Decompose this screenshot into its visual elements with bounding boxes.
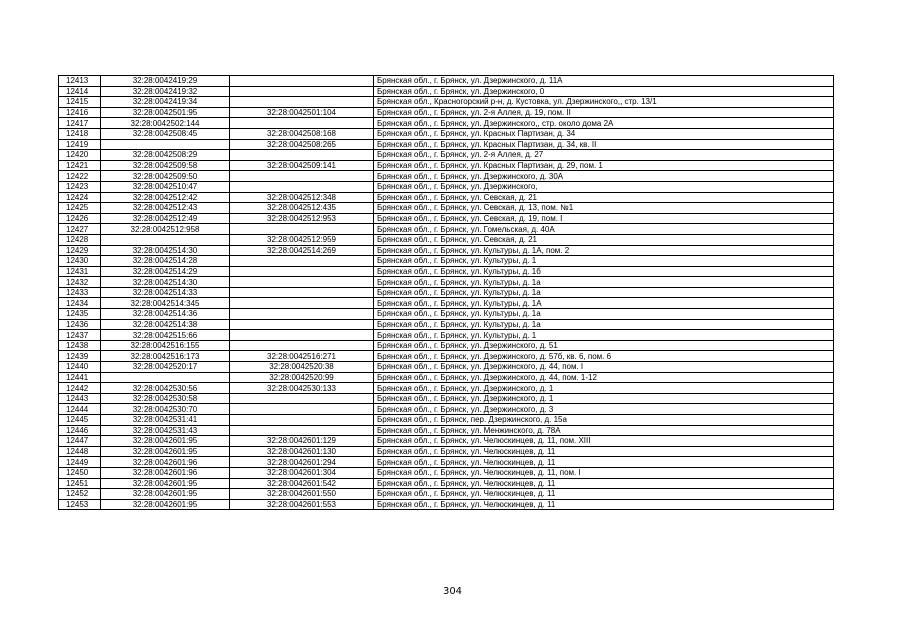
row-number-cell: 12433: [59, 287, 101, 298]
table-row: [59, 245, 834, 256]
address-cell: Брянская обл., г. Брянск, ул. Культуры, д. 1А: [374, 298, 834, 309]
row-number-cell: 12436: [59, 319, 101, 330]
secondary-cadastral-number-cell: 32:28:0042512:435: [230, 203, 374, 214]
cadastral-number-cell: [101, 139, 230, 150]
property-table: [58, 75, 834, 510]
cadastral-number-cell: 32:28:0042531:41: [101, 415, 230, 426]
secondary-cadastral-number-cell: [230, 76, 374, 87]
table-row: [59, 383, 834, 394]
table-row: [59, 393, 834, 404]
secondary-cadastral-number-cell: [230, 404, 374, 415]
secondary-cadastral-number-cell: [230, 118, 374, 129]
table-row: [59, 139, 834, 150]
address-cell: Брянская обл., г. Брянск, ул. Севская, д. 21: [374, 234, 834, 245]
row-number-cell: 12424: [59, 192, 101, 203]
cadastral-number-cell: 32:28:0042515:66: [101, 330, 230, 341]
cadastral-number-cell: 32:28:0042512:42: [101, 192, 230, 203]
row-number-cell: 12439: [59, 351, 101, 362]
row-number-cell: 12419: [59, 139, 101, 150]
cadastral-number-cell: 32:28:0042514:345: [101, 298, 230, 309]
row-number-cell: 12432: [59, 277, 101, 288]
row-number-cell: 12423: [59, 181, 101, 192]
cadastral-number-cell: 32:28:0042601:95: [101, 436, 230, 447]
secondary-cadastral-number-cell: 32:28:0042601:294: [230, 457, 374, 468]
address-cell: Брянская обл., г. Брянск, ул. Дзержинского,, стр. около дома 2А: [374, 118, 834, 129]
secondary-cadastral-number-cell: 32:28:0042514:269: [230, 245, 374, 256]
row-number-cell: 12451: [59, 478, 101, 489]
table-row: [59, 128, 834, 139]
cadastral-number-cell: 32:28:0042510:47: [101, 181, 230, 192]
table-row: [59, 362, 834, 373]
secondary-cadastral-number-cell: [230, 266, 374, 277]
table-row: [59, 298, 834, 309]
secondary-cadastral-number-cell: [230, 256, 374, 267]
cadastral-number-cell: 32:28:0042502:144: [101, 118, 230, 129]
table-row: [59, 234, 834, 245]
address-cell: Брянская обл., г. Брянск, ул. Гомельская, д. 40А: [374, 224, 834, 235]
row-number-cell: 12445: [59, 415, 101, 426]
table-row: [59, 107, 834, 118]
secondary-cadastral-number-cell: [230, 340, 374, 351]
secondary-cadastral-number-cell: [230, 97, 374, 108]
property-table-body: [59, 76, 834, 510]
row-number-cell: 12446: [59, 425, 101, 436]
address-cell: Брянская обл., г. Брянск, ул. Дзержинского, 0: [374, 86, 834, 97]
page-number: 304: [442, 586, 463, 597]
table-row: [59, 415, 834, 426]
row-number-cell: 12416: [59, 107, 101, 118]
secondary-cadastral-number-cell: 32:28:0042601:550: [230, 489, 374, 500]
address-cell: Брянская обл., г. Брянск, ул. 2-я Аллея, д. 19, пом. II: [374, 107, 834, 118]
table-row: [59, 203, 834, 214]
row-number-cell: 12427: [59, 224, 101, 235]
secondary-cadastral-number-cell: [230, 171, 374, 182]
row-number-cell: 12431: [59, 266, 101, 277]
table-row: [59, 499, 834, 510]
table-row: [59, 340, 834, 351]
address-cell: Брянская обл., г. Брянск, пер. Дзержинского, д. 15а: [374, 415, 834, 426]
secondary-cadastral-number-cell: [230, 277, 374, 288]
row-number-cell: 12434: [59, 298, 101, 309]
cadastral-number-cell: 32:28:0042514:28: [101, 256, 230, 267]
cadastral-number-cell: 32:28:0042419:34: [101, 97, 230, 108]
address-cell: Брянская обл., г. Брянск, ул. Культуры, д. 1А, пом. 2: [374, 245, 834, 256]
row-number-cell: 12443: [59, 393, 101, 404]
table-row: [59, 309, 834, 320]
cadastral-number-cell: 32:28:0042512:43: [101, 203, 230, 214]
row-number-cell: 12425: [59, 203, 101, 214]
secondary-cadastral-number-cell: 32:28:0042601:553: [230, 499, 374, 510]
secondary-cadastral-number-cell: 32:28:0042520:99: [230, 372, 374, 383]
address-cell: Брянская обл., г. Брянск, ул. Севская, д. 19, пом. I: [374, 213, 834, 224]
cadastral-number-cell: 32:28:0042601:96: [101, 457, 230, 468]
row-number-cell: 12438: [59, 340, 101, 351]
secondary-cadastral-number-cell: 32:28:0042512:959: [230, 234, 374, 245]
address-cell: Брянская обл., г. Брянск, ул. Культуры, д. 1: [374, 256, 834, 267]
table-row: [59, 118, 834, 129]
table-row: [59, 436, 834, 447]
row-number-cell: 12428: [59, 234, 101, 245]
row-number-cell: 12413: [59, 76, 101, 87]
secondary-cadastral-number-cell: 32:28:0042601:129: [230, 436, 374, 447]
secondary-cadastral-number-cell: 32:28:0042516:271: [230, 351, 374, 362]
address-cell: Брянская обл., г. Брянск, ул. Красных Партизан, д. 29, пом. 1: [374, 160, 834, 171]
cadastral-number-cell: 32:28:0042601:95: [101, 489, 230, 500]
address-cell: Брянская обл., г. Брянск, ул. Культуры, д. 1а: [374, 319, 834, 330]
secondary-cadastral-number-cell: [230, 415, 374, 426]
row-number-cell: 12418: [59, 128, 101, 139]
address-cell: Брянская обл., г. Брянск, ул. Челюскинцев, д. 11: [374, 499, 834, 510]
table-row: [59, 467, 834, 478]
row-number-cell: 12417: [59, 118, 101, 129]
secondary-cadastral-number-cell: [230, 330, 374, 341]
address-cell: Брянская обл., г. Брянск, ул. Менжинского, д. 78А: [374, 425, 834, 436]
secondary-cadastral-number-cell: 32:28:0042509:141: [230, 160, 374, 171]
row-number-cell: 12442: [59, 383, 101, 394]
cadastral-number-cell: 32:28:0042601:96: [101, 467, 230, 478]
row-number-cell: 12429: [59, 245, 101, 256]
row-number-cell: 12426: [59, 213, 101, 224]
row-number-cell: 12421: [59, 160, 101, 171]
address-cell: Брянская обл., г. Брянск, ул. Красных Партизан, д. 34, кв. II: [374, 139, 834, 150]
address-cell: Брянская обл., г. Брянск, ул. Культуры, д. 1а: [374, 287, 834, 298]
row-number-cell: 12450: [59, 467, 101, 478]
secondary-cadastral-number-cell: 32:28:0042512:348: [230, 192, 374, 203]
row-number-cell: 12441: [59, 372, 101, 383]
cadastral-number-cell: 32:28:0042508:45: [101, 128, 230, 139]
cadastral-number-cell: 32:28:0042601:95: [101, 499, 230, 510]
row-number-cell: 12435: [59, 309, 101, 320]
table-row: [59, 372, 834, 383]
cadastral-number-cell: 32:28:0042514:30: [101, 245, 230, 256]
table-row: [59, 319, 834, 330]
secondary-cadastral-number-cell: [230, 181, 374, 192]
table-row: [59, 97, 834, 108]
row-number-cell: 12440: [59, 362, 101, 373]
address-cell: Брянская обл., г. Брянск, ул. Дзержинского, д. 1: [374, 393, 834, 404]
table-row: [59, 256, 834, 267]
cadastral-number-cell: 32:28:0042509:58: [101, 160, 230, 171]
table-row: [59, 446, 834, 457]
row-number-cell: 12414: [59, 86, 101, 97]
cadastral-number-cell: 32:28:0042520:17: [101, 362, 230, 373]
address-cell: Брянская обл., г. Брянск, ул. Севская, д. 21: [374, 192, 834, 203]
cadastral-number-cell: 32:28:0042530:58: [101, 393, 230, 404]
table-row: [59, 76, 834, 87]
address-cell: Брянская обл., г. Брянск, ул. 2-я Аллея, д. 27: [374, 150, 834, 161]
address-cell: Брянская обл., г. Брянск, ул. Дзержинского, д. 44, пом. 1-12: [374, 372, 834, 383]
table-row: [59, 192, 834, 203]
row-number-cell: 12453: [59, 499, 101, 510]
secondary-cadastral-number-cell: 32:28:0042530:133: [230, 383, 374, 394]
row-number-cell: 12447: [59, 436, 101, 447]
secondary-cadastral-number-cell: [230, 319, 374, 330]
address-cell: Брянская обл., г. Брянск, ул. Дзержинского,: [374, 181, 834, 192]
cadastral-number-cell: 32:28:0042509:50: [101, 171, 230, 182]
cadastral-number-cell: 32:28:0042512:958: [101, 224, 230, 235]
secondary-cadastral-number-cell: [230, 150, 374, 161]
address-cell: Брянская обл., г. Брянск, ул. Дзержинского, д. 1: [374, 383, 834, 394]
secondary-cadastral-number-cell: [230, 309, 374, 320]
secondary-cadastral-number-cell: 32:28:0042601:304: [230, 467, 374, 478]
cadastral-number-cell: 32:28:0042530:70: [101, 404, 230, 415]
cadastral-number-cell: [101, 372, 230, 383]
table-row: [59, 171, 834, 182]
table-row: [59, 277, 834, 288]
secondary-cadastral-number-cell: [230, 224, 374, 235]
address-cell: Брянская обл., г. Брянск, ул. Челюскинцев, д. 11: [374, 478, 834, 489]
address-cell: Брянская обл., г. Брянск, ул. Культуры, д. 1а: [374, 309, 834, 320]
address-cell: Брянская обл., г. Брянск, ул. Челюскинцев, д. 11: [374, 446, 834, 457]
cadastral-number-cell: 32:28:0042514:30: [101, 277, 230, 288]
secondary-cadastral-number-cell: 32:28:0042520:38: [230, 362, 374, 373]
cadastral-number-cell: 32:28:0042508:29: [101, 150, 230, 161]
row-number-cell: 12422: [59, 171, 101, 182]
row-number-cell: 12420: [59, 150, 101, 161]
row-number-cell: 12437: [59, 330, 101, 341]
cadastral-number-cell: 32:28:0042516:173: [101, 351, 230, 362]
table-row: [59, 86, 834, 97]
table-row: [59, 181, 834, 192]
address-cell: Брянская обл., г. Брянск, ул. Челюскинцев, д. 11: [374, 457, 834, 468]
address-cell: Брянская обл., г. Брянск, ул. Культуры, д. 1б: [374, 266, 834, 277]
row-number-cell: 12430: [59, 256, 101, 267]
secondary-cadastral-number-cell: 32:28:0042508:168: [230, 128, 374, 139]
address-cell: Брянская обл., г. Брянск, ул. Дзержинского, д. 3: [374, 404, 834, 415]
table-row: [59, 404, 834, 415]
secondary-cadastral-number-cell: 32:28:0042601:130: [230, 446, 374, 457]
table-row: [59, 489, 834, 500]
cadastral-number-cell: 32:28:0042516:155: [101, 340, 230, 351]
secondary-cadastral-number-cell: 32:28:0042501:104: [230, 107, 374, 118]
cadastral-number-cell: 32:28:0042501:95: [101, 107, 230, 118]
address-cell: Брянская обл., г. Брянск, ул. Дзержинского, д. 57б, кв. 6, пом. 6: [374, 351, 834, 362]
address-cell: Брянская обл., г. Брянск, ул. Севская, д. 13, пом. №1: [374, 203, 834, 214]
cadastral-number-cell: [101, 234, 230, 245]
secondary-cadastral-number-cell: 32:28:0042508:265: [230, 139, 374, 150]
cadastral-number-cell: 32:28:0042419:32: [101, 86, 230, 97]
table-row: [59, 266, 834, 277]
cadastral-number-cell: 32:28:0042419:29: [101, 76, 230, 87]
table-row: [59, 478, 834, 489]
address-cell: Брянская обл., г. Брянск, ул. Дзержинского, д. 11А: [374, 76, 834, 87]
row-number-cell: 12449: [59, 457, 101, 468]
address-cell: Брянская обл., г. Брянск, ул. Культуры, д. 1а: [374, 277, 834, 288]
row-number-cell: 12452: [59, 489, 101, 500]
secondary-cadastral-number-cell: [230, 86, 374, 97]
cadastral-number-cell: 32:28:0042530:56: [101, 383, 230, 394]
table-row: [59, 224, 834, 235]
address-cell: Брянская обл., г. Брянск, ул. Дзержинского, д. 44, пом. I: [374, 362, 834, 373]
cadastral-number-cell: 32:28:0042514:33: [101, 287, 230, 298]
table-row: [59, 330, 834, 341]
row-number-cell: 12448: [59, 446, 101, 457]
address-cell: Брянская обл., г. Брянск, ул. Красных Партизан, д. 34: [374, 128, 834, 139]
table-row: [59, 425, 834, 436]
address-cell: Брянская обл., г. Брянск, ул. Дзержинского, д. 30А: [374, 171, 834, 182]
table-row: [59, 160, 834, 171]
cadastral-number-cell: 32:28:0042601:95: [101, 446, 230, 457]
table-row: [59, 287, 834, 298]
table-row: [59, 351, 834, 362]
secondary-cadastral-number-cell: [230, 298, 374, 309]
address-cell: Брянская обл., г. Брянск, ул. Культуры, д. 1: [374, 330, 834, 341]
cadastral-number-cell: 32:28:0042512:49: [101, 213, 230, 224]
secondary-cadastral-number-cell: 32:28:0042601:542: [230, 478, 374, 489]
secondary-cadastral-number-cell: [230, 393, 374, 404]
row-number-cell: 12444: [59, 404, 101, 415]
secondary-cadastral-number-cell: [230, 287, 374, 298]
cadastral-number-cell: 32:28:0042514:29: [101, 266, 230, 277]
address-cell: Брянская обл., г. Брянск, ул. Челюскинцев, д. 11: [374, 489, 834, 500]
table-row: [59, 213, 834, 224]
secondary-cadastral-number-cell: [230, 425, 374, 436]
cadastral-number-cell: 32:28:0042531:43: [101, 425, 230, 436]
row-number-cell: 12415: [59, 97, 101, 108]
address-cell: Брянская обл., г. Брянск, ул. Челюскинцев, д. 11, пом. XIII: [374, 436, 834, 447]
address-cell: Брянская обл., г. Брянск, ул. Дзержинского, д. 51: [374, 340, 834, 351]
address-cell: Брянская обл., г. Брянск, ул. Челюскинцев, д. 11, пом. I: [374, 467, 834, 478]
table-row: [59, 457, 834, 468]
secondary-cadastral-number-cell: 32:28:0042512:953: [230, 213, 374, 224]
cadastral-number-cell: 32:28:0042514:38: [101, 319, 230, 330]
table-row: [59, 150, 834, 161]
address-cell: Брянская обл., Красногорский р-н, д. Кустовка, ул. Дзержинского,, стр. 13/1: [374, 97, 834, 108]
cadastral-number-cell: 32:28:0042601:95: [101, 478, 230, 489]
cadastral-number-cell: 32:28:0042514:36: [101, 309, 230, 320]
